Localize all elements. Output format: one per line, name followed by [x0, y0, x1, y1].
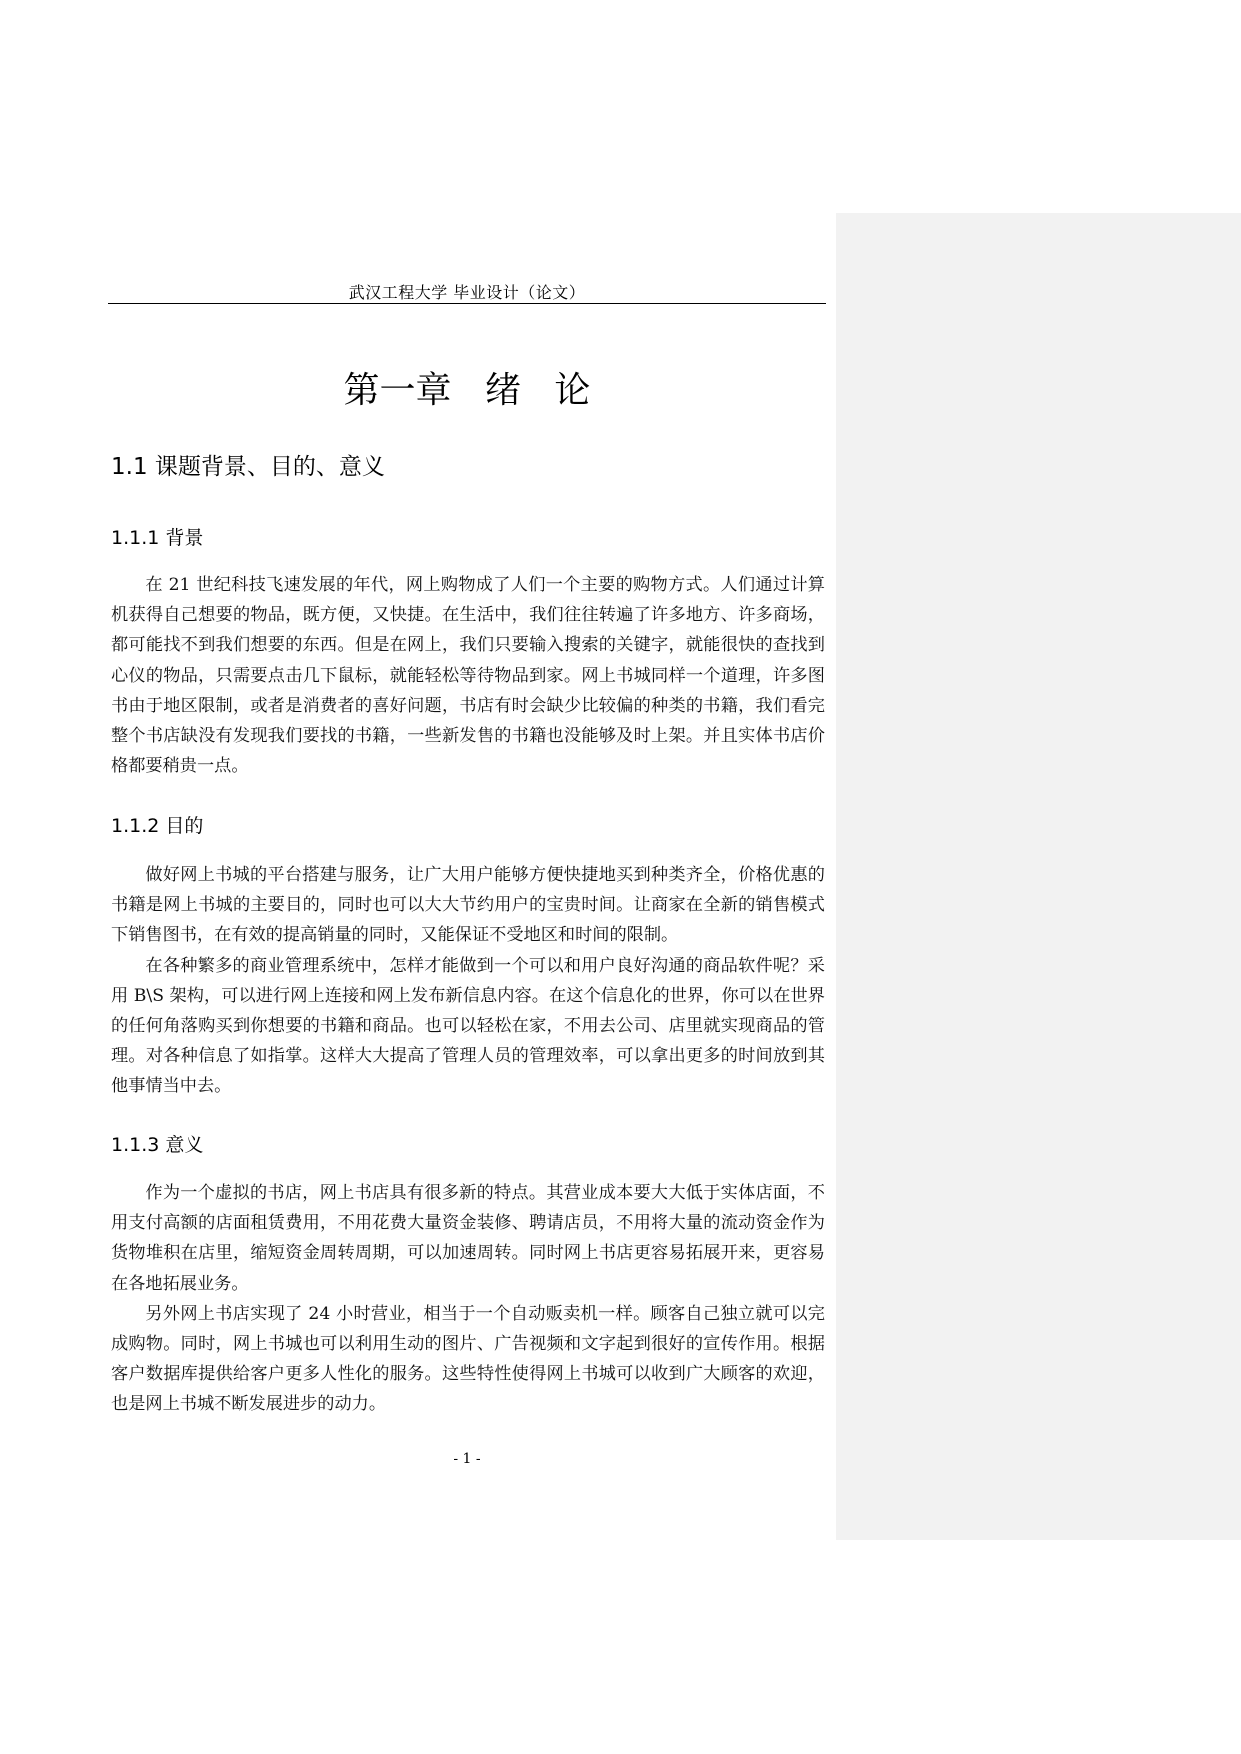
comment-margin-pane	[836, 213, 1241, 1540]
paragraph: 做好网上书城的平台搭建与服务，让广大用户能够方便快捷地买到种类齐全，价格优惠的书籍是网上书城的主要目的，同时也可以大大节约用户的宝贵时间。让商家在全新的销售模式下销售图书，在有效的提高销量的同时，又能保证不受地区和时间的限制。	[111, 865, 825, 946]
section-body-1-1-2	[111, 860, 825, 1102]
chapter-title: 第一章 绪 论	[343, 370, 591, 411]
section-heading-1-1-3: 1.1.3 意义	[111, 1134, 204, 1156]
paragraph: 在各种繁多的商业管理系统中，怎样才能做到一个可以和用户良好沟通的商品软件呢？采用 B\S 架构，可以进行网上连接和网上发布新信息内容。在这个信息化的世界，你可以在世界的任何角落购买到你想要的书籍和商品。也可以轻松在家，不用去公司、店里就实现商品的管理。对各种信息了如指掌。这样大大提高了管理人员的管理效率，可以拿出更多的时间放到其他事情当中去。	[111, 955, 825, 1097]
section-body-1-1-3	[111, 1178, 825, 1420]
section-body-1-1-1	[111, 570, 825, 781]
paragraph: 在 21 世纪科技飞速发展的年代，网上购物成了人们一个主要的购物方式。人们通过计算机获得自己想要的物品，既方便，又快捷。在生活中，我们往往转遍了许多地方、许多商场，都可能找不到我们想要的东西。但是在网上，我们只要输入搜索的关键字，就能很快的查找到心仪的物品，只需要点击几下鼠标，就能轻松等待物品到家。网上书城同样一个道理，许多图书由于地区限制，或者是消费者的喜好问题，书店有时会缺少比较偏的种类的书籍，我们看完整个书店缺没有发现我们要找的书籍，一些新发售的书籍也没能够及时上架。并且实体书店价格都要稍贵一点。	[111, 575, 825, 777]
section-heading-1-1-1: 1.1.1 背景	[111, 527, 204, 549]
paragraph: 作为一个虚拟的书店，网上书店具有很多新的特点。其营业成本要大大低于实体店面，不用支付高额的店面租赁费用，不用花费大量资金装修、聘请店员，不用将大量的流动资金作为货物堆积在店里，缩短资金周转周期，可以加速周转。同时网上书店更容易拓展开来，更容易在各地拓展业务。	[111, 1183, 825, 1294]
section-heading-1-1-2: 1.1.2 目的	[111, 815, 204, 837]
paragraph: 另外网上书店实现了 24 小时营业，相当于一个自动贩卖机一样。顾客自己独立就可以完成购物。同时，网上书城也可以利用生动的图片、广告视频和文字起到很好的宣传作用。根据客户数据库提供给客户更多人性化的服务。这些特性使得网上书城可以收到广大顾客的欢迎，也是网上书城不断发展进步的动力。	[111, 1303, 825, 1415]
running-header: 武汉工程大学 毕业设计（论文）	[348, 283, 586, 302]
page-number: - 1 -	[453, 1451, 481, 1467]
section-heading-1-1: 1.1 课题背景、目的、意义	[111, 454, 385, 480]
header-rule	[108, 303, 826, 304]
